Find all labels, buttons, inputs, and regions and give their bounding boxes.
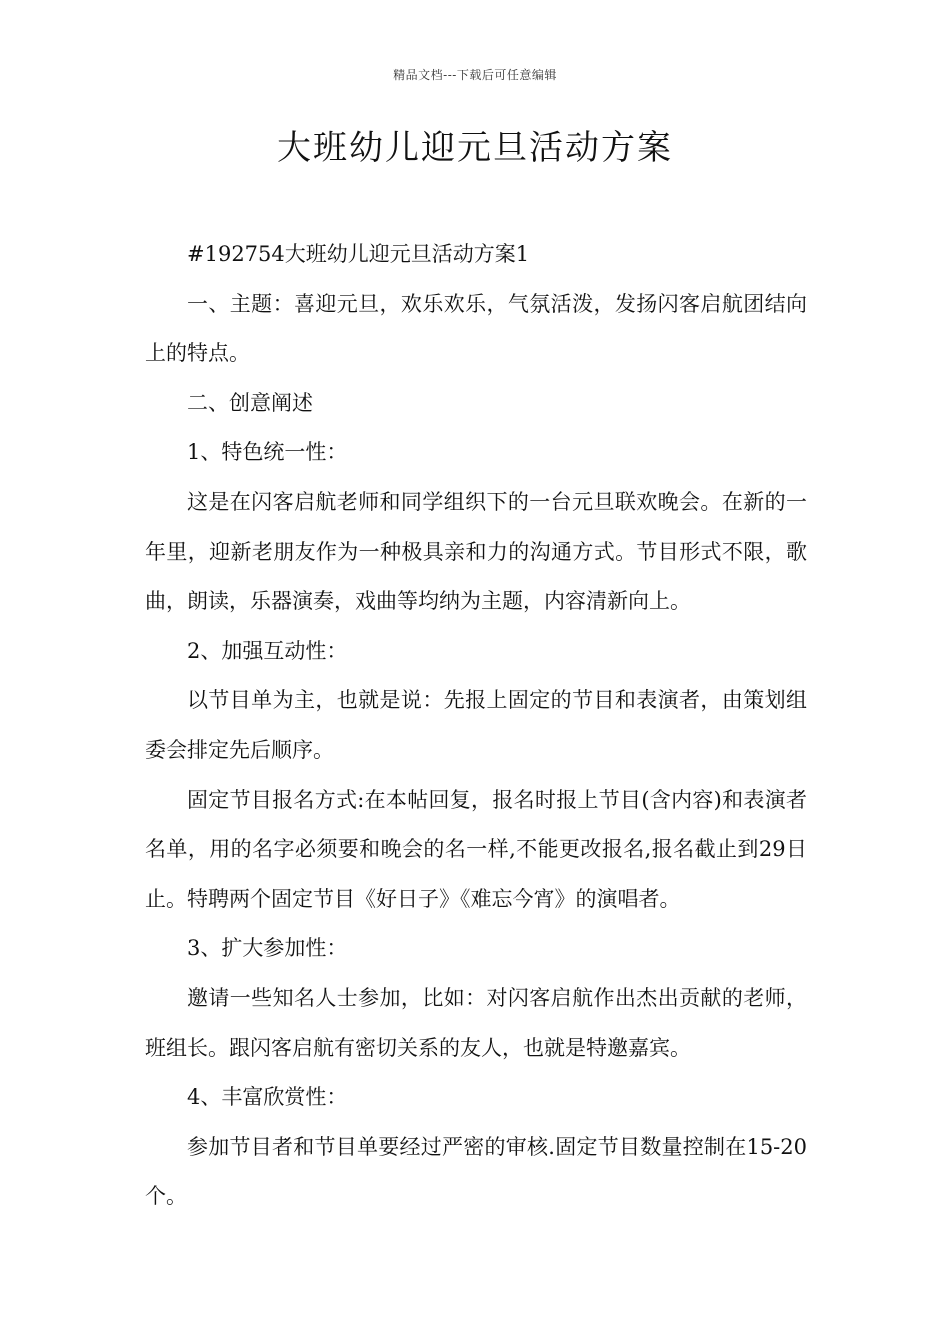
paragraph-doc-id: #192754大班幼儿迎元旦活动方案1 (187, 242, 530, 266)
subheading: 4、丰富欣赏性： (187, 1085, 348, 1110)
subheading: 1、特色统一性： (187, 440, 348, 465)
paragraph: 参加节目者和节目单要经过严密的审核.固定节目数量控制在15-20个。 (145, 1134, 807, 1209)
document-title: 大班幼儿迎元旦活动方案 (277, 128, 673, 168)
header-note: 精品文档---下载后可任意编辑 (393, 68, 557, 82)
document-body (145, 230, 807, 1222)
paragraph: 以节目单为主，也就是说：先报上固定的节目和表演者，由策划组委会排定先后顺序。 (145, 688, 807, 762)
paragraph: 邀请一些知名人士参加，比如：对闪客启航作出杰出贡献的老师，班组长。跟闪客启航有密切关系的友人，也就是特邀嘉宾。 (145, 985, 807, 1060)
section-heading: 二、创意阐述 (187, 390, 313, 415)
paragraph: 这是在闪客启航老师和同学组织下的一台元旦联欢晚会。在新的一年里，迎新老朋友作为一种极具亲和力的沟通方式。节目形式不限，歌曲，朗读，乐器演奏，戏曲等均纳为主题，内容清新向上。 (145, 489, 807, 614)
subheading: 2、加强互动性： (187, 638, 348, 663)
paragraph-theme: 一、主题：喜迎元旦，欢乐欢乐，气氛活泼，发扬闪客启航团结向上的特点。 (145, 291, 807, 366)
subheading: 3、扩大参加性： (187, 936, 348, 961)
paragraph: 固定节目报名方式:在本帖回复，报名时报上节目(含内容)和表演者名单，用的名字必须要和晚会的名一样,不能更改报名,报名截止到29日止。特聘两个固定节目《好日子》《难忘今宵》的演唱者。 (145, 787, 807, 911)
